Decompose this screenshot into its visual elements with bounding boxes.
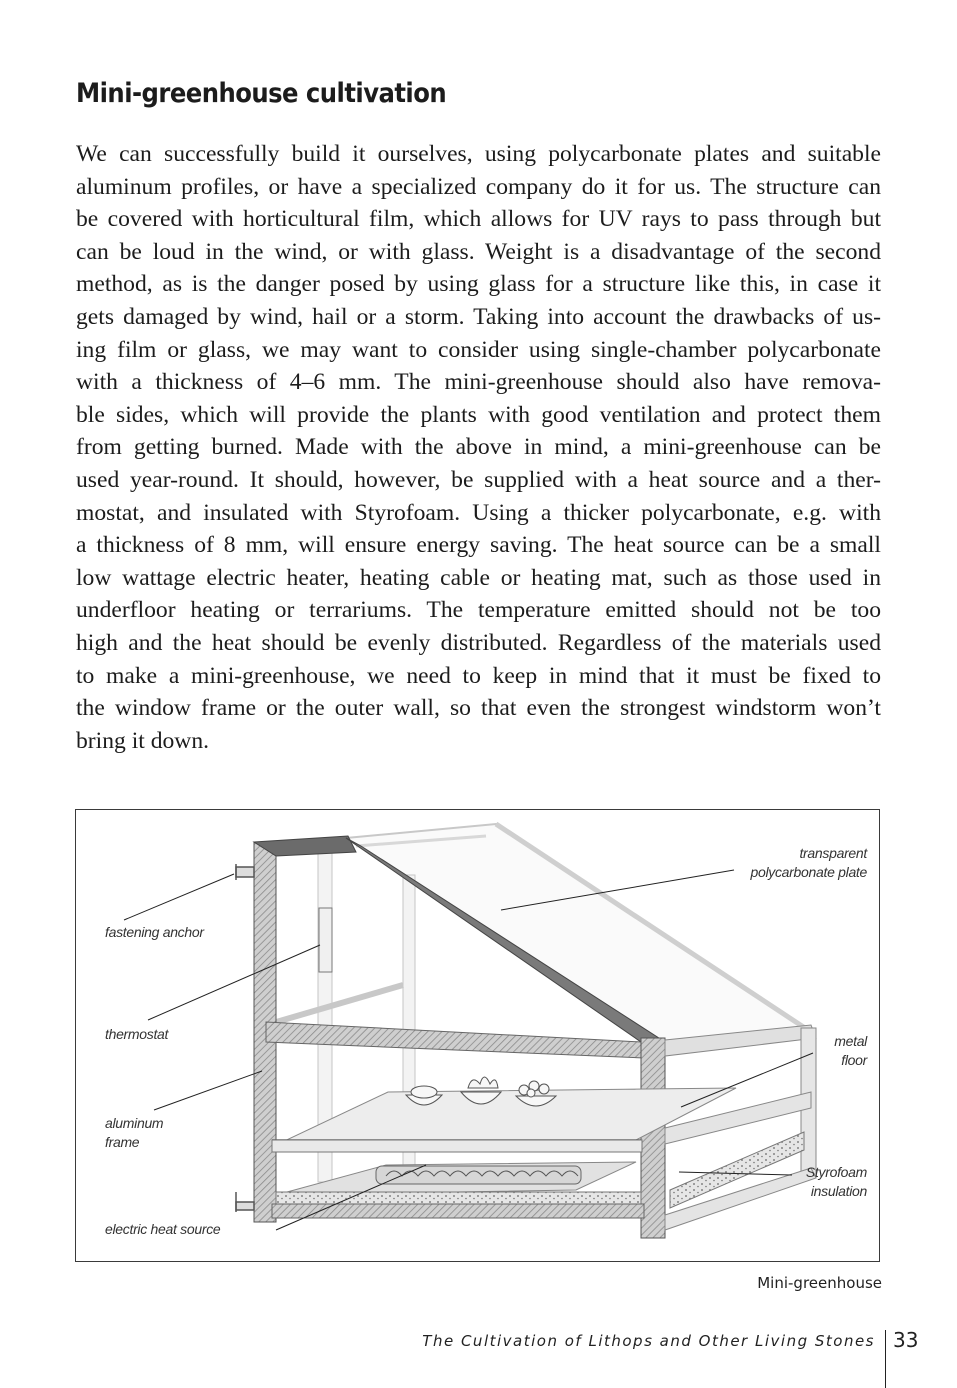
body-line: gets damaged by wind, hail or a storm. Taking into account the drawbacks of us- [76, 303, 881, 330]
body-line: low wattage electric heater, heating cable or heating mat, such as those used in [76, 564, 881, 591]
label-aluminum-frame-line1: aluminum [105, 1115, 164, 1131]
fastening-anchor-icon [236, 864, 254, 1212]
label-polycarbonate-line1: transparent [799, 845, 867, 861]
body-line: ble sides, which will provide the plants with good ventilation and protect them [76, 401, 881, 428]
body-line: to make a mini-greenhouse, we need to keep in mind that it must be fixed to [76, 662, 881, 689]
body-line: bring it down. [76, 727, 210, 754]
running-footer-title: The Cultivation of Lithops and Other Living Stones [422, 1332, 875, 1350]
body-line: can be loud in the wind, or with glass. Weight is a disadvantage of the second [76, 238, 881, 265]
label-styrofoam-line2: insulation [810, 1183, 867, 1199]
body-line: with a thickness of 4–6 mm. The mini-greenhouse should also have remova- [76, 369, 881, 396]
body-line: We can successfully build it ourselves, using polycarbonate plates and suitable [76, 141, 881, 167]
body-line: be covered with horticultural film, which allows for UV rays to pass through but [76, 206, 881, 233]
label-metal-floor-line1: metal [834, 1033, 867, 1049]
body-line: ing film or glass, we may want to consider using single-chamber polycarbonate [76, 336, 881, 363]
body-line: used year-round. It should, however, be supplied with a heat source and a ther- [76, 466, 881, 493]
body-line: aluminum profiles, or have a specialized company do it for us. The structure can [76, 173, 881, 200]
body-line: method, as is the danger posed by using glass for a structure like this, in case it [76, 271, 881, 298]
label-metal-floor-line2: floor [841, 1052, 867, 1068]
body-line: the window frame or the outer wall, so that even the strongest windstorm won’t [76, 695, 881, 722]
body-paragraph [76, 138, 881, 757]
plant-pots [406, 1077, 556, 1106]
figure-caption: Mini-greenhouse [757, 1274, 882, 1292]
body-line: high and the heat should be evenly distributed. Regardless of the materials used [76, 629, 881, 656]
body-line: underfloor heating or terrariums. The temperature emitted should not be too [76, 597, 881, 624]
label-electric-heat-source: electric heat source [105, 1221, 221, 1237]
page-number: 33 [893, 1328, 919, 1352]
footer-divider [885, 1330, 886, 1388]
body-line: a thickness of 8 mm, will ensure energy saving. The heat source can be a small [76, 532, 881, 559]
body-line: mostat, and insulated with Styrofoam. Using a thicker polycarbonate, e.g. with [76, 499, 881, 526]
section-heading: Mini-greenhouse cultivation [76, 78, 447, 109]
label-thermostat: thermostat [105, 1026, 169, 1042]
greenhouse-figure [75, 809, 880, 1262]
label-fastening-anchor: fastening anchor [105, 924, 204, 940]
label-aluminum-frame-line2: frame [105, 1134, 140, 1150]
label-styrofoam-line1: Styrofoam [805, 1164, 867, 1180]
body-line: from getting burned. Made with the above in mind, a mini-greenhouse can be [76, 434, 881, 461]
label-polycarbonate-line2: polycarbonate plate [750, 864, 867, 880]
